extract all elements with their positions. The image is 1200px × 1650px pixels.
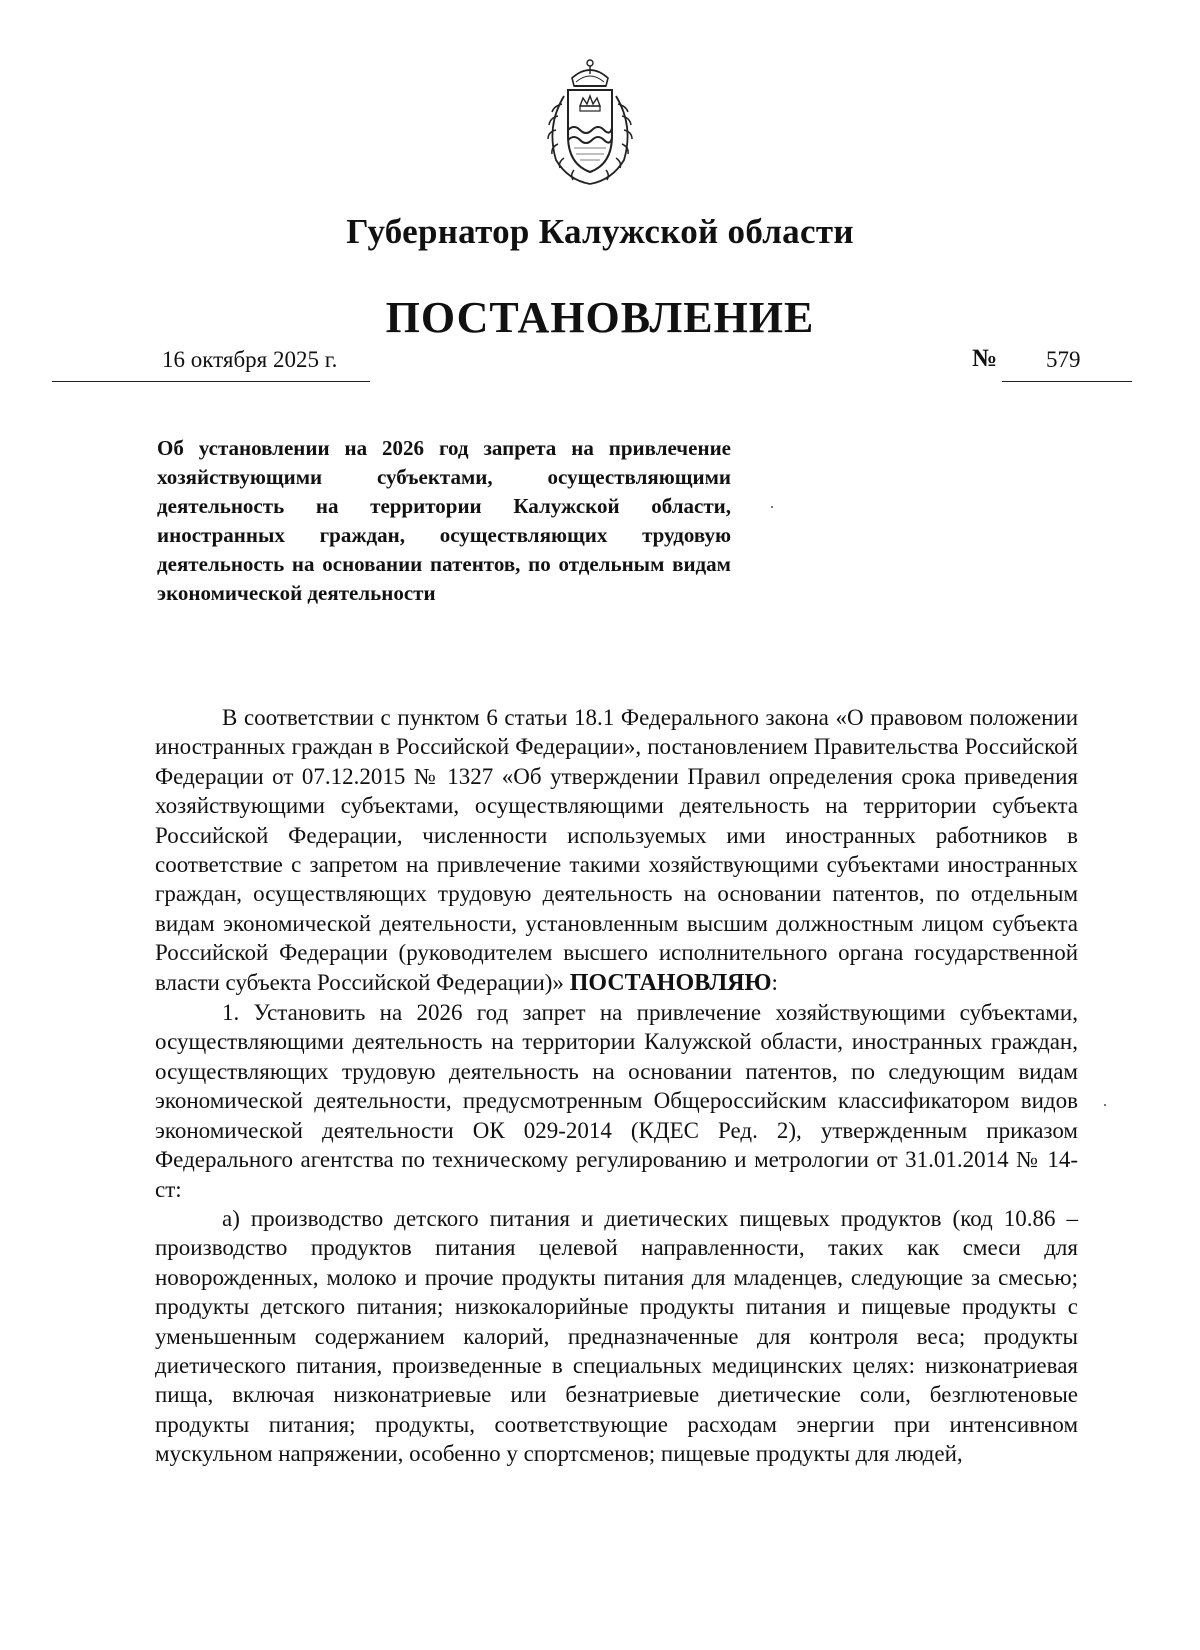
decree-word: ПОСТАНОВЛЯЮ (569, 969, 772, 996)
issuing-authority: Губернатор Калужской области (346, 212, 854, 251)
document-number: 579 (1046, 347, 1081, 372)
document-date: 16 октября 2025 г. (162, 347, 338, 372)
number-line (1002, 347, 1132, 382)
preamble-paragraph (155, 703, 1078, 998)
item-1a-paragraph: а) производство детского питания и диетических пищевых продуктов (код 10.86 – производство продуктов питания целевой направленности, таких как смеси для новорожденных, молоко и прочие продукты питания для младенцев, следующие за смесью; продукты детского питания; низкокалорийные продукты питания и пищевые продукты с уменьшенным содержанием калорий, предназначенные для контроля веса; продукты диетического питания, произведенные в специальных медицинских целях: низконатриевая пища, включая низконатриевые или безнатриевые диетические соли, безглютеновые продукты питания; продукты, соответствующие расходам энергии при интенсивном мускульном напряжении, особенно у спортсменов; пищевые продукты для людей, (155, 1205, 1078, 1467)
document-type-title: ПОСТАНОВЛЕНИЕ (385, 293, 815, 342)
date-line (52, 347, 370, 382)
preamble-text: В соответствии с пунктом 6 статьи 18.1 Федерального закона «О правовом положении иностранных граждан в Российской Федерации», постановлением Правительства Российской Федерации от 07.12.2015 № 1327 «Об утверждении Правил определения срока приведения хозяйствующими субъектами, осуществляющими деятельность на территории субъекта Российской Федерации, численности используемых ими иностранных работников в соответствие с запретом на привлечение такими хозяйствующими субъектами иностранных граждан, осуществляющих трудовую деятельность на основании патентов, по отдельным видам экономической деятельности, установленным высшим должностным лицом субъекта Российской Федерации (руководителем высшего исполнительного органа государственной власти субъекта Российской Федерации)» (155, 705, 1078, 995)
document-subject: Об установлении на 2026 год запрета на привлечение хозяйствующими субъектами, осуществляющими деятельность на территории Калужской области, иностранных граждан, осуществляющих трудовую деятельность на основании патентов, по отдельным видам экономической деятельности (157, 436, 731, 605)
number-label: № (972, 345, 998, 372)
scan-speck (1104, 1104, 1106, 1106)
item-1-paragraph: 1. Установить на 2026 год запрет на привлечение хозяйствующими субъектами, осуществляющими деятельность на территории Калужской области, иностранных граждан, осуществляющих трудовую деятельность на основании патентов, по следующим видам экономической деятельности, предусмотренным Общероссийским классификатором видов экономической деятельности ОК 029-2014 (КДЕС Ред. 2), утвержденным приказом Федерального агентства по техническому регулированию и метрологии от 31.01.2014 № 14-ст: (155, 1000, 1078, 1202)
decree-colon: : (771, 969, 778, 995)
document-body (155, 703, 1078, 1469)
scan-speck (771, 506, 773, 508)
coat-of-arms-emblem (534, 56, 646, 188)
